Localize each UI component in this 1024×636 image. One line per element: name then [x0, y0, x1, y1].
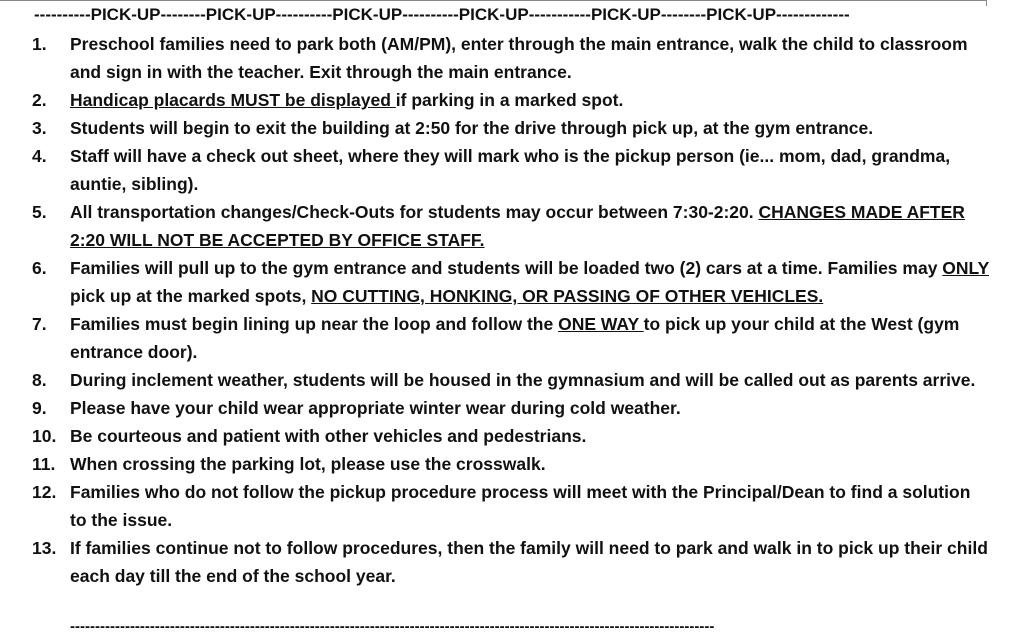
underlined-text: Handicap placards MUST be displayed — [70, 90, 396, 110]
list-item — [30, 366, 990, 394]
item-text: When crossing the parking lot, please use the crosswalk. — [70, 454, 546, 474]
item-number: 3. — [32, 118, 47, 138]
list-item — [30, 30, 990, 86]
item-number: 5. — [32, 202, 47, 222]
item-number: 12. — [32, 482, 57, 502]
list-item — [30, 198, 990, 254]
list-item — [30, 142, 990, 198]
item-number: 10. — [32, 426, 57, 446]
list-item — [30, 422, 990, 450]
underlined-text: ONLY — [942, 258, 989, 278]
item-text: if parking in a marked spot. — [395, 90, 624, 110]
list-item — [30, 450, 990, 478]
item-text: If families continue not to follow procedures, then the family will need to park and walk in to pick up their child each day till the end of the school year. — [70, 538, 988, 586]
item-text: Preschool families need to park both (AM/PM), enter through the main entrance, walk the child to classroom and sign in with the teacher. Exit through the main entrance. — [70, 34, 968, 82]
item-text: During inclement weather, students will be housed in the gymnasium and will be called out as parents arrive. — [70, 370, 976, 390]
item-number: 1. — [32, 34, 47, 54]
item-text: All transportation changes/Check-Outs for students may occur between 7:30-2:20. — [70, 202, 759, 222]
pickup-header: ----------PICK-UP--------PICK-UP----------PICK-UP----------PICK-UP-----------PICK-UP--------PICK-UP------------- — [34, 5, 850, 24]
item-text: to pick up your child at the West (gym entrance door). — [70, 314, 960, 362]
pickup-rules-list — [30, 30, 990, 590]
list-item — [30, 114, 990, 142]
item-number: 8. — [32, 370, 47, 390]
item-text: Be courteous and patient with other vehicles and pedestrians. — [70, 426, 587, 446]
list-item — [30, 534, 990, 590]
underlined-text: NO CUTTING, HONKING, OR PASSING OF OTHER VEHICLES. — [311, 286, 824, 306]
item-number: 2. — [32, 90, 47, 110]
list-item — [30, 394, 990, 422]
item-number: 4. — [32, 146, 47, 166]
top-border-line — [0, 0, 986, 1]
footer-dashes: --------------------------------------------------------------------------------------------------------------------------------- — [70, 618, 715, 635]
list-item — [30, 478, 990, 534]
underlined-text: ONE WAY — [558, 314, 644, 334]
item-number: 7. — [32, 314, 47, 334]
item-text: pick up at the marked spots, — [70, 286, 312, 306]
list-item — [30, 254, 990, 310]
underlined-text: CHANGES MADE AFTER 2:20 WILL NOT BE ACCEPTED BY OFFICE STAFF. — [70, 202, 965, 250]
item-text: Families who do not follow the pickup procedure process will meet with the Principal/Dean to find a solution to the issue. — [70, 482, 971, 530]
item-text: Staff will have a check out sheet, where they will mark who is the pickup person (ie... mom, dad, grandma, auntie, sibling). — [70, 146, 951, 194]
item-text: Families must begin lining up near the loop and follow the — [70, 314, 559, 334]
list-item — [30, 310, 990, 366]
item-number: 9. — [32, 398, 47, 418]
item-text: Please have your child wear appropriate winter wear during cold weather. — [70, 398, 681, 418]
item-number: 13. — [32, 538, 57, 558]
item-number: 6. — [32, 258, 47, 278]
list-item — [30, 86, 990, 114]
right-border-line — [986, 0, 987, 6]
item-text: Students will begin to exit the building at 2:50 for the drive through pick up, at the gym entrance. — [70, 118, 874, 138]
item-number: 11. — [32, 454, 56, 474]
item-text: Families will pull up to the gym entrance and students will be loaded two (2) cars at a time. Families may — [70, 258, 943, 278]
